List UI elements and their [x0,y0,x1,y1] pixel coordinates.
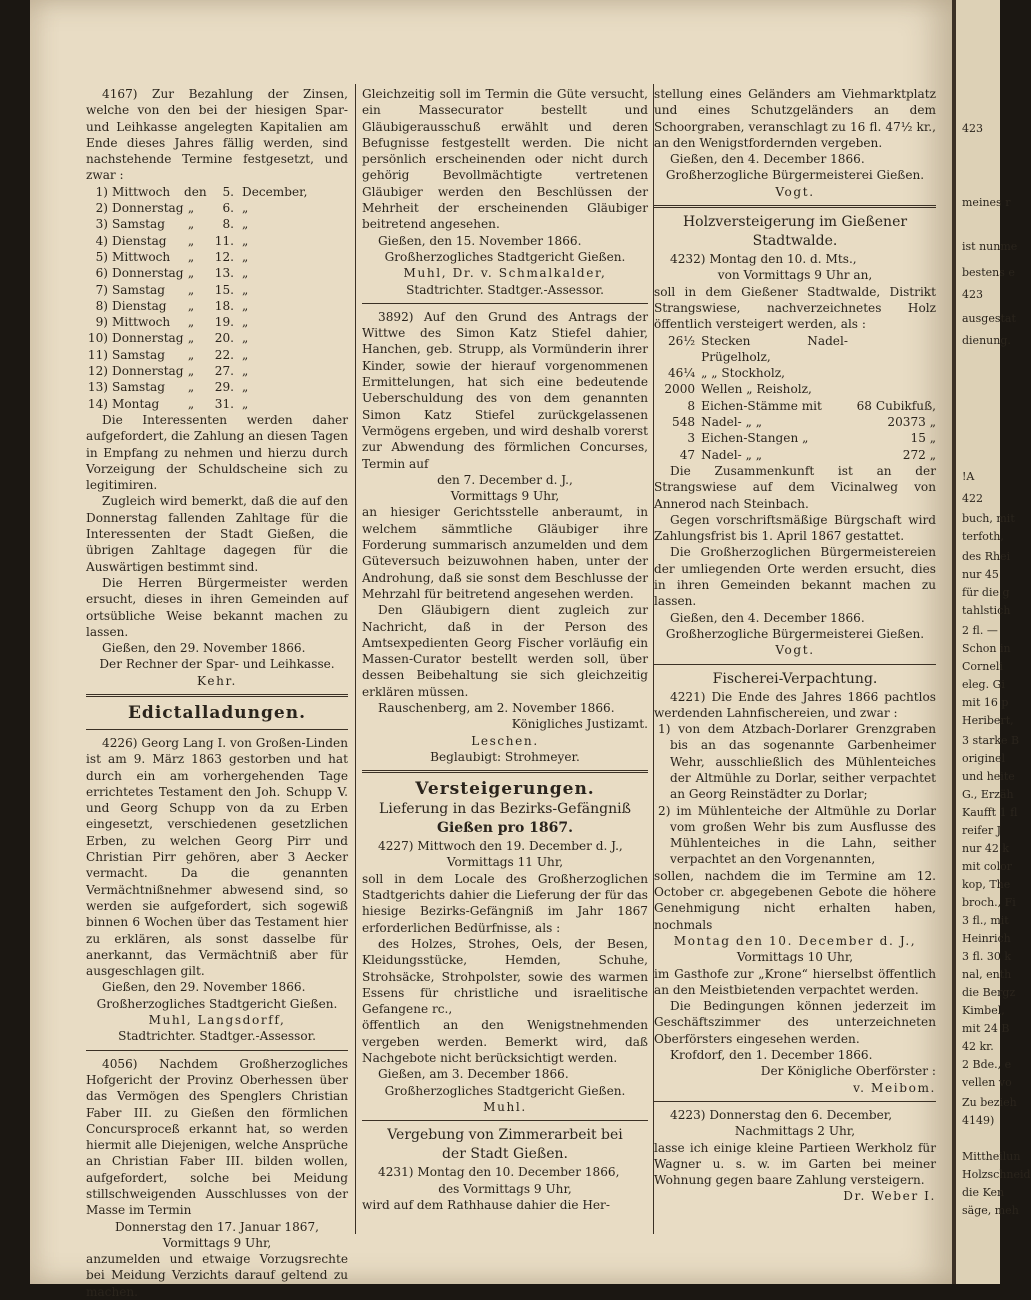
adjacent-page-fragment: originel [962,752,1006,765]
paragraph: des Holzes, Strohes, Oels, der Besen, Kleidungsstücke, Hemden, Schuhe, Strohsäcke, Strohpolster, sowie des warmen Essens für christliche und israelitische Gefangene rc., [362,936,648,1017]
adjacent-page-fragment: !A [962,470,975,483]
adjacent-page-fragment: nur 42 k [962,842,1010,855]
time-line: Vormittags 11 Uhr, [446,855,564,870]
term-row: 4) Dienstag „ 11. „ [95,233,249,248]
term-row: 7) Samstag „ 15. „ [95,282,249,297]
signature: Der Königliche Oberförster : [760,1064,936,1079]
adjacent-page-fragment: 2 fl. — [962,624,998,637]
wood-row: 548 Nadel- „ „ 20373 „ [672,415,936,430]
paragraph: stellung eines Geländers am Viehmarktplatz und eines Schutzgeländers an dem Schoorgraben, veranschlagt zu 16 fl. 47½ kr., an den Wenigstfordernden vergeben. [654,87,936,150]
adjacent-page-fragment: nur 45 [962,568,999,581]
adjacent-page-fragment: mit 16 p [962,696,1009,709]
paragraph: im Gasthofe zur „Krone“ hierselbst öffentlich an den Meistbietenden verpachtet werden. [654,966,936,997]
adjacent-page-fragment: 3 fl., mit [962,914,1009,927]
adjacent-page-fragment: Heinrich [962,932,1011,945]
divider [86,1050,348,1051]
signature-name: Kehr. [197,673,237,688]
adjacent-page-fragment: 423 [962,288,983,301]
adjacent-page-fragment: Kimbel, [962,1004,1005,1017]
divider [362,303,648,304]
ad-4056-text: 4056) Nachdem Großherzogliches Hofgericht der Provinz Oberhessen über das Vermögen des Spenglers Christian Faber III. zu Gießen den förmlichen Concursproceß erkannt hat, so werden hiermit alle Diejenigen, welche Ansprüche an Christian Faber III. bilden wollen, aufgefordert, solche bei Meidung stillschweigenden Ausschlusses von der Masse im Termin [86,1056,348,1218]
column-1 [86,86,348,1300]
paragraph: öffentlich an den Wenigstnehmenden vergeben werden. Bemerkt wird, daß Nachgebote nicht berücksichtigt werden. [362,1018,648,1066]
adjacent-page-fragment: 422 [962,492,983,505]
adjacent-page-fragment: Zu bezieh [962,1096,1017,1109]
payment-terms-list [86,184,348,412]
adjacent-page-edge [952,0,1031,1284]
paragraph: Zugleich wird bemerkt, daß die auf den Donnerstag fallenden Zahltage für die Interessenten der Stadt Gießen, die übrigen Zahltage dagegen für die Auswärtigen bestimmt sind. [86,494,348,574]
term-row: 9) Mittwoch „ 19. „ [95,315,249,330]
time-line: von Vormittags 9 Uhr an, [717,268,873,283]
adjacent-page-fragment: 4149) [962,1114,995,1127]
signature: Großherzogliches Stadtgericht Gießen. [96,996,338,1011]
wood-row: 46¼ „ „ Stockholz, [667,366,786,381]
paragraph: Gleichzeitig soll im Termin die Güte versucht, ein Massecurator bestellt und Gläubigerausschuß erwählt und deren Befugnisse festgestellt werden. Die nicht persönlich erscheinenden oder nicht durch gehörig Bevollmächtigte vertretenen Gläubiger werden den Beschlüssen der Mehrheit der erscheinenden Gläubiger beitretend angesehen. [362,87,648,232]
adjacent-page-fragment: die Bergz [962,986,1016,999]
adjacent-page-fragment: dienung. [962,334,1011,347]
list-item: 2) im Mühlenteiche der Altmühle zu Dorlar vom großen Wehr bis zum Ausflusse des Mühlenteiches in die Lahn, seither verpachtet an den Vorgenannten, [658,803,936,867]
time-line: Vormittags 10 Uhr, [736,950,854,965]
paragraph: Die Interessenten werden daher aufgefordert, die Zahlung an diesen Tagen in Empfang zu nehmen und hierzu durch Vorzeigung der Schuldscheine sich zu legitimiren. [86,412,348,493]
list-item: 1) von dem Atzbach-Dorlarer Grenzgraben bis an das sogenannte Garbenheimer Wehr, ausschließlich des Mühlenteiches der Altmühle zu Dorlar, seither verpachtet an Georg Reinstädter zu Dorlar; [658,722,936,802]
paragraph: Die Bedingungen können jederzeit im Geschäftszimmer des unterzeichneten Oberförsters eingesehen werden. [654,999,936,1046]
section-divider [86,694,348,697]
signature-names: Muhl, Langsdorff, [148,1013,286,1028]
paragraph: anzumelden und etwaige Vorzugsrechte bei Meidung Verzichts darauf geltend zu machen. [86,1252,348,1299]
ad-4227-date: 4227) Mittwoch den 19. December d. J., [378,839,623,854]
divider [654,1101,936,1102]
adjacent-page-fragment: Corneli [962,660,1003,673]
section-heading-versteigerungen: Versteigerungen. [415,779,595,800]
time-line: Nachmittags 2 Uhr, [734,1124,856,1139]
term-row: 14) Montag „ 31. „ [87,396,249,411]
adjacent-page-fragment: 3 fl. 30 k [962,950,1011,963]
date-line: den 7. December d. J., [437,472,573,487]
section-divider [362,770,648,773]
adjacent-page-fragment: Holzschneid [962,1168,1031,1181]
time-line: Vormittags 9 Uhr, [162,1235,272,1250]
date-line: Rauschenberg, am 2. November 1866. [378,700,615,715]
time-line: des Vormittags 9 Uhr, [438,1181,572,1196]
column-rule [355,84,356,1234]
adjacent-page-fragment: die Ken [962,1186,1005,1199]
adjacent-page-fragment: 2 Bde., e [962,1058,1012,1071]
signature: Der Rechner der Spar- und Leihkasse. [99,657,335,672]
adjacent-page-fragment: ist nunme [962,240,1018,253]
ad-4232-date: 4232) Montag den 10. d. Mts., [670,252,857,267]
ad-4167-text: 4167) Zur Bezahlung der Zinsen, welche von den bei der hiesigen Spar- und Leihkasse angelegten Kapitalien am Ende dieses Jahres fällig werden, sind nachstehende Termine festgesetzt, und zwar : [86,87,348,183]
divider [654,664,936,665]
paragraph: Die Herren Bürgermeister werden ersucht, dieses in ihren Gemeinden auf ortsübliche Weise bekannt machen zu lassen. [86,575,348,639]
paragraph: wird auf dem Rathhause dahier die Her- [362,1197,610,1212]
date-line: Gießen, den 4. December 1866. [670,152,865,167]
adjacent-page-fragment: ausgestat [962,312,1016,325]
term-row: 13) Samstag „ 29. „ [87,380,249,395]
date-line: Montag den 10. December d. J., [673,933,917,948]
term-row: 12) Donnerstag „ 27. „ [87,364,249,379]
date-line: Krofdorf, den 1. December 1866. [670,1048,873,1063]
term-row: 11) Samstag „ 22. „ [87,347,249,362]
adjacent-page-fragment: Mittheilun [962,1150,1021,1163]
date-line: Donnerstag den 17. Januar 1867, [114,1219,320,1234]
term-row: 5) Mittwoch „ 12. „ [95,249,249,264]
date-line: Gießen, den 15. November 1866. [378,233,582,248]
adjacent-page-fragment: G., Erzäh [962,788,1014,801]
section-heading-edictalladungen: Edictalladungen. [127,702,307,723]
ad-4223-date: 4223) Donnerstag den 6. December, [670,1107,893,1122]
term-row: 1) Mittwoch den 5. December, [95,184,308,199]
adjacent-page-fragment: des Rhei [962,550,1011,563]
date-line: Gießen, den 4. December 1866. [670,610,865,625]
subheading-fischerei: Fischerei-Verpachtung. [712,670,878,687]
column-3 [654,86,936,1205]
adjacent-page-fragment: 42 kr. [962,1040,994,1053]
adjacent-page-fragment: broch., Fi [962,896,1016,909]
signature-names: Muhl, Dr. v. Schmalkalder, [403,266,607,281]
subheading-lieferung-2: Gießen pro 1867. [437,820,573,837]
paragraph: Den Gläubigern dient zugleich zur Nachricht, daß in der Person des Amtsexpedienten Georg Fischer vorläufig ein Massen-Curator bestellt werden soll, über dessen Beibehaltung sie sich gleichzeitig erklären müssen. [362,603,648,699]
adjacent-page-fragment: mit 24 B [962,1022,1010,1035]
signature-name: Vogt. [775,643,815,658]
signature-name: Leschen. [471,733,539,748]
paragraph: soll in dem Gießener Stadtwalde, Distrikt Strangswiese, nachverzeichnetes Holz öffentlich versteigert werden, als : [654,284,936,332]
adjacent-page-fragment: reifer J [962,824,1002,837]
paragraph: soll in dem Locale des Großherzoglichen Stadtgerichts dahier die Lieferung der für das hiesige Bezirks-Gefängniß im Jahr 1867 erforderlichen Bedürfnisse, als : [362,871,648,935]
signature-name: Muhl. [483,1099,527,1114]
ad-4226-text: 4226) Georg Lang I. von Großen-Linden ist am 9. März 1863 gestorben und hat durch ein am vorhergehenden Tage errichtetes Testament den Joh. Schupp V. und Georg Schupp von da zu Erben eingesetzt, verschiedenen gesetzlichen Erben, zu welchen Georg Pirr und Christian Pirr gehören, aber 3 Aecker vermacht. Da die genannten Vermächtnißnehmer abwesend sind, so werden sie aufgefordert, sich sogewiß binnen 6 Wochen über das Testament hier zu erklären, als sonst dasselbe für anerkannt, das Vermächtniß aber für ausgeschlagen gilt. [86,735,348,979]
term-row: 8) Dienstag „ 18. „ [95,298,249,313]
adjacent-page-fragment: meines r [962,196,1011,209]
divider [362,1120,648,1121]
date-line: Gießen, am 3. December 1866. [378,1067,569,1082]
wood-row: 8 Eichen-Stämme mit 68 Cubikfuß, [687,398,936,413]
adjacent-page-fragment: bestens e [962,266,1015,279]
ad-4231-date: 4231) Montag den 10. December 1866, [378,1165,620,1180]
paragraph: Die Zusammenkunft ist an der Strangswiese auf dem Vicinalweg von Annerod nach Steinbach. [654,463,936,511]
ad-4221-text: 4221) Die Ende des Jahres 1866 pachtlos werdenden Lahnfischereien, und zwar : [654,689,936,720]
term-row: 10) Donnerstag „ 20. „ [87,331,249,346]
subheading-holzversteigerung: Holzversteigerung im Gießener [682,214,908,231]
section-divider [654,205,936,208]
term-row: 3) Samstag „ 8. „ [95,217,249,232]
signature: Großherzogliche Bürgermeisterei Gießen. [665,626,925,641]
certification: Beglaubigt: Strohmeyer. [430,749,580,764]
term-row: 6) Donnerstag „ 13. „ [95,266,249,281]
adjacent-page-fragment: eleg. Gi [962,678,1005,691]
adjacent-page-fragment: kop, The [962,878,1011,891]
paragraph: Die Großherzoglichen Bürgermeistereien der umliegenden Orte werden ersucht, dies in ihren Gemeinden bekannt machen zu lassen. [654,545,936,609]
wood-row: 2000 Wellen „ Reisholz, [664,382,812,397]
adjacent-page-fragment: Kaufft 1 fl [962,806,1018,819]
wood-list [654,333,936,463]
subheading-zimmerarbeit-2: der Stadt Gießen. [441,1146,569,1163]
ad-3892-text: 3892) Auf den Grund des Antrags der Wittwe des Simon Katz Stiefel dahier, Hanchen, geb. Strupp, als Vormünderin ihrer Kinder, sowie der hierauf vorgenommenen Ermittelungen, hat sich eine bedeutende Ueberschuldung des von dem genannten Simon Katz Stiefel zurückgelassenen Vermögens ergeben, und wird deshalb vorerst zur Abwendung des förmlichen Concurses, Termin auf [362,309,648,471]
adjacent-page-fragment: 423 [962,122,983,135]
column-2 [362,86,648,1213]
subheading-zimmerarbeit: Vergebung von Zimmerarbeit bei [387,1127,623,1144]
signature: Großherzogliches Stadtgericht Gießen. [384,249,626,264]
paragraph: lasse ich einige kleine Partieen Werkholz für Wagner u. s. w. im Garten bei meiner Wohnung gegen baare Zahlung versteigern. [654,1140,936,1188]
adjacent-page-fragment: säge, meh [962,1204,1019,1217]
paragraph: Gegen vorschriftsmäßige Bürgschaft wird Zahlungsfrist bis 1. April 1867 gestattet. [654,512,936,544]
date-line: Gießen, den 29. November 1866. [102,641,306,656]
signature-name: Dr. Weber I. [843,1189,936,1204]
adjacent-page-fragment: vellen vo [962,1076,1012,1089]
adjacent-page-fragment: 3 starke B [962,734,1020,747]
signature-name: Vogt. [775,184,815,199]
wood-row: 3 Eichen-Stangen „ 15 „ [687,431,936,446]
adjacent-page-fragment: und heite [962,770,1015,783]
adjacent-page-fragment: Heribert, [962,714,1014,727]
signature-name: v. Meibom. [853,1080,936,1095]
signature: Großherzogliche Bürgermeisterei Gießen. [665,168,925,183]
signature: Großherzogliches Stadtgericht Gießen. [384,1083,626,1098]
term-row: 2) Donnerstag „ 6. „ [95,201,249,216]
time-line: Vormittags 9 Uhr, [450,489,560,504]
paragraph: an hiesiger Gerichtsstelle anberaumt, in welchem sämmtliche Gläubiger ihre Forderung summarisch anzumelden und dem Güteversuch beizuwohnen haben, unter der Androhung, daß sie sonst dem Beschlusse der Mehrzahl für beitretend angesehen werden. [362,505,648,601]
signature: Königliches Justizamt. [511,717,648,732]
adjacent-page-fragment: mit color [962,860,1013,873]
adjacent-page-fragment: tahlstich [962,604,1011,617]
date-line: Gießen, den 29. November 1866. [102,980,306,995]
adjacent-page-fragment: terfoth, [962,530,1004,543]
wood-row: 47 Nadel- „ „ 272 „ [679,447,936,462]
signature-titles: Stadtrichter. Stadtger.-Assessor. [118,1029,316,1044]
divider [86,729,348,730]
adjacent-page-fragment: für die g [962,586,1010,599]
adjacent-page-fragment: buch, mit [962,512,1015,525]
subheading-holzversteigerung-2: Stadtwalde. [752,233,838,250]
paragraph: sollen, nachdem die im Termine am 12. October cr. abgegebenen Gebote die höhere Genehmigung nicht erhalten haben, nochmals [654,868,936,932]
adjacent-page-fragment: nal, enth [962,968,1012,981]
signature-titles: Stadtrichter. Stadtger.-Assessor. [406,282,604,297]
adjacent-page-fragment: Schon in [962,642,1011,655]
wood-row: 26½ Stecken Nadel-Prügelholz, [667,333,848,364]
subheading-lieferung: Lieferung in das Bezirks-Gefängniß [379,801,631,818]
